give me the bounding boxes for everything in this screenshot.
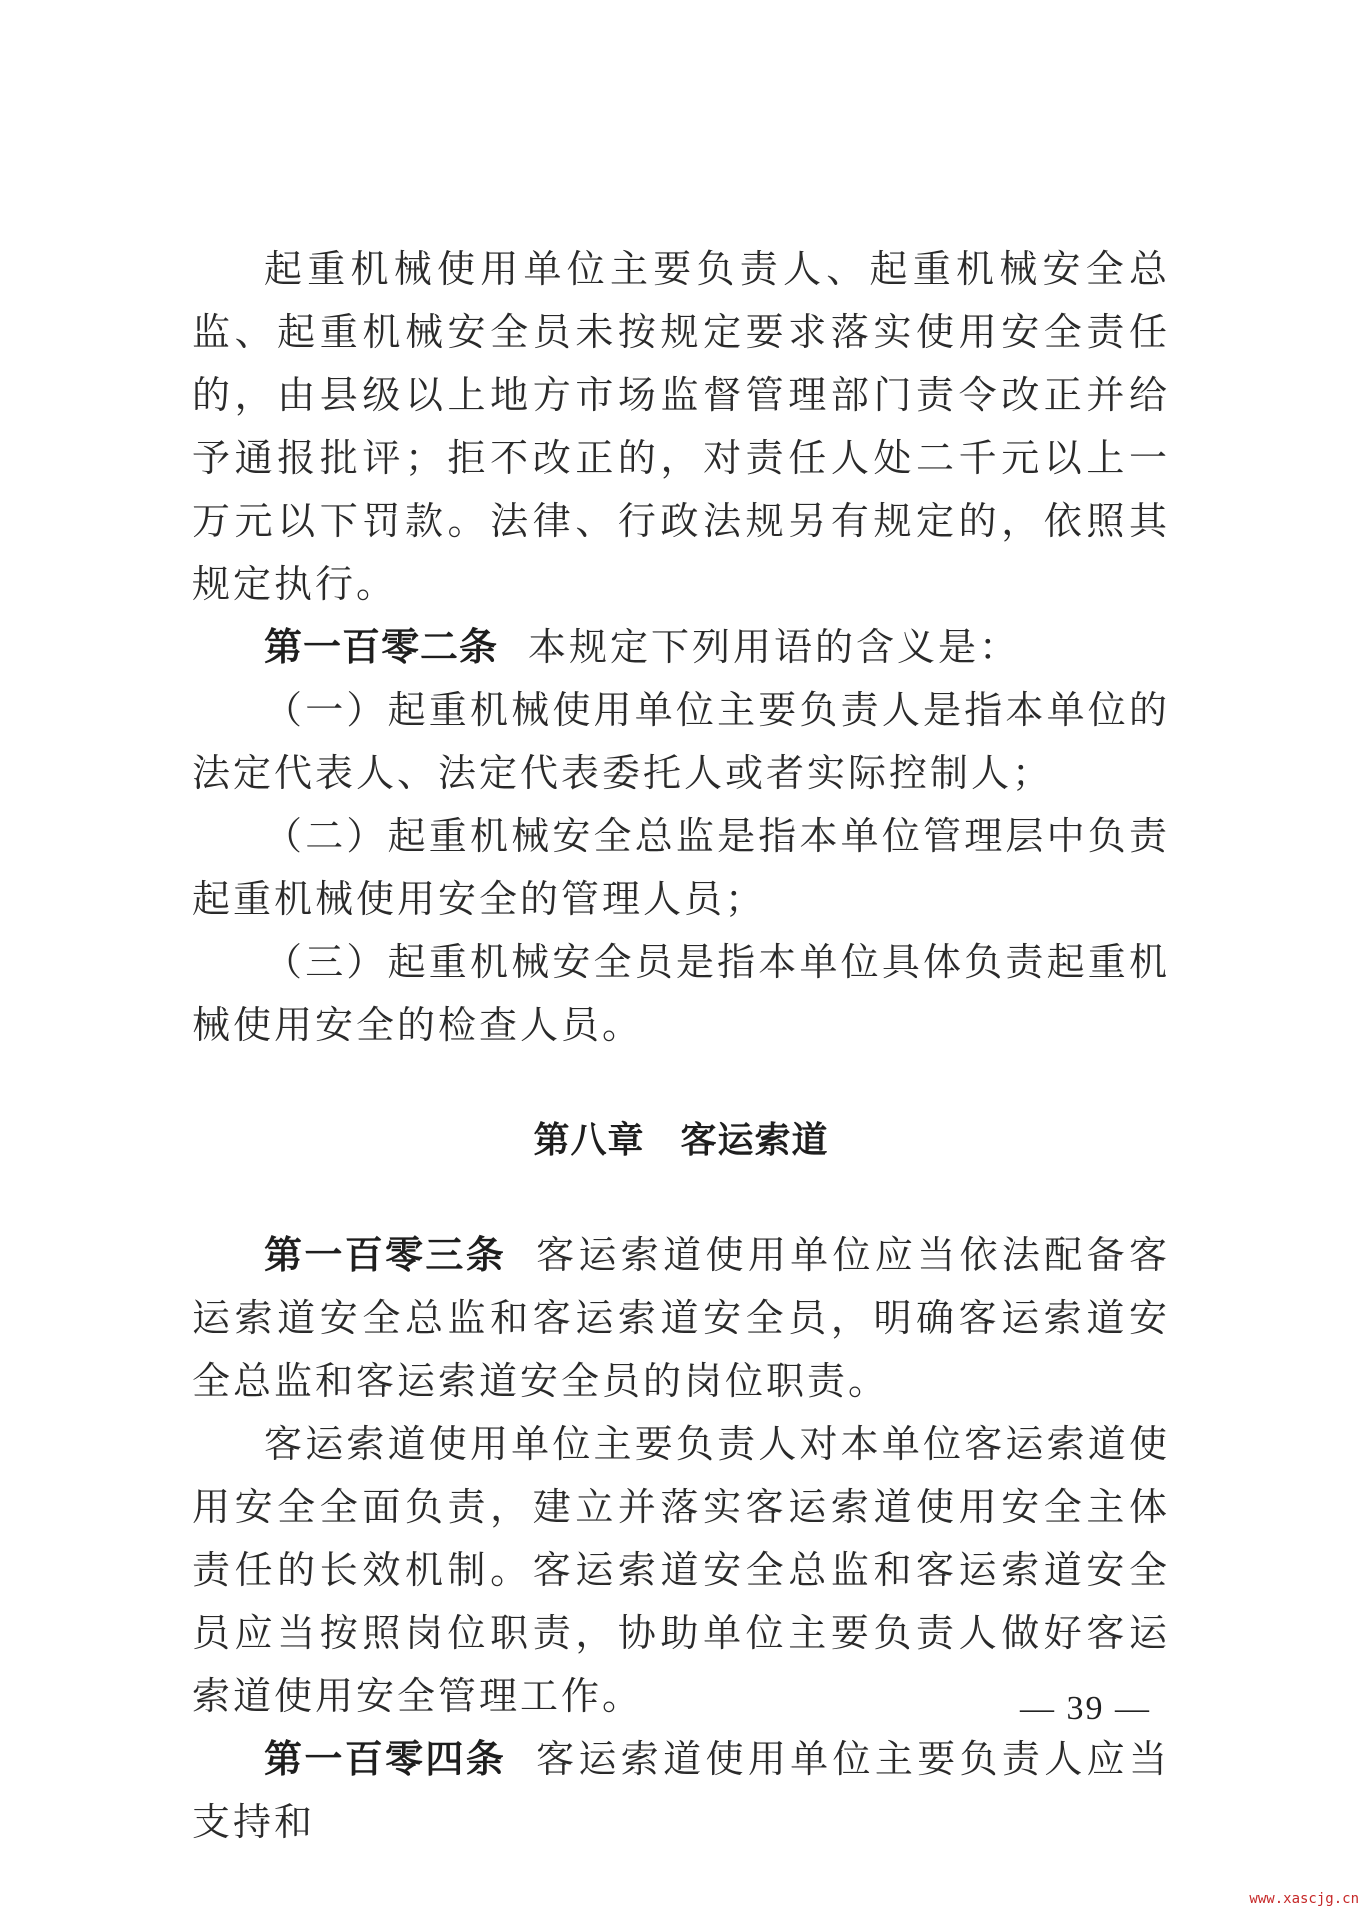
definition-item-2: （二）起重机械安全总监是指本单位管理层中负责起重机械使用安全的管理人员；: [192, 814, 1170, 921]
article-103-title: 第一百零三条: [264, 1233, 507, 1277]
watermark: www.xascjg.cn: [1249, 1891, 1359, 1907]
article-102: [192, 616, 1170, 679]
article-104-text: 客运索道使用单位主要负责人应当支持和: [192, 1737, 1170, 1844]
chapter-number: 第八章: [533, 1120, 645, 1161]
article-103-text: 客运索道使用单位应当依法配备客运索道安全总监和客运索道安全员，明确客运索道安全总监和客运索道安全员的岗位职责。: [192, 1233, 1170, 1403]
page-number: — 39 —: [1020, 1690, 1151, 1727]
article-104-title: 第一百零四条: [264, 1737, 507, 1781]
article-104: [192, 1728, 1170, 1854]
chapter-title: 客运索道: [680, 1120, 829, 1161]
chapter-heading: [192, 1109, 1170, 1172]
definition-item-1: （一）起重机械使用单位主要负责人是指本单位的法定代表人、法定代表委托人或者实际控制人；: [192, 688, 1170, 795]
document-body: [192, 238, 1170, 1854]
article-102-title: 第一百零二条: [264, 625, 499, 669]
article-103: [192, 1224, 1170, 1413]
article-102-text: 本规定下列用语的含义是：: [528, 625, 1021, 669]
definition-item-3: （三）起重机械安全员是指本单位具体负责起重机械使用安全的检查人员。: [192, 940, 1170, 1047]
paragraph-penalty: 起重机械使用单位主要负责人、起重机械安全总监、起重机械安全员未按规定要求落实使用安全责任的，由县级以上地方市场监督管理部门责令改正并给予通报批评；拒不改正的，对责任人处二千元以上一万元以下罚款。法律、行政法规另有规定的，依照其规定执行。: [192, 247, 1170, 606]
paragraph-ropeway-responsibility: 客运索道使用单位主要负责人对本单位客运索道使用安全全面负责，建立并落实客运索道使用安全主体责任的长效机制。客运索道安全总监和客运索道安全员应当按照岗位职责，协助单位主要负责人做好客运索道使用安全管理工作。: [192, 1422, 1170, 1718]
